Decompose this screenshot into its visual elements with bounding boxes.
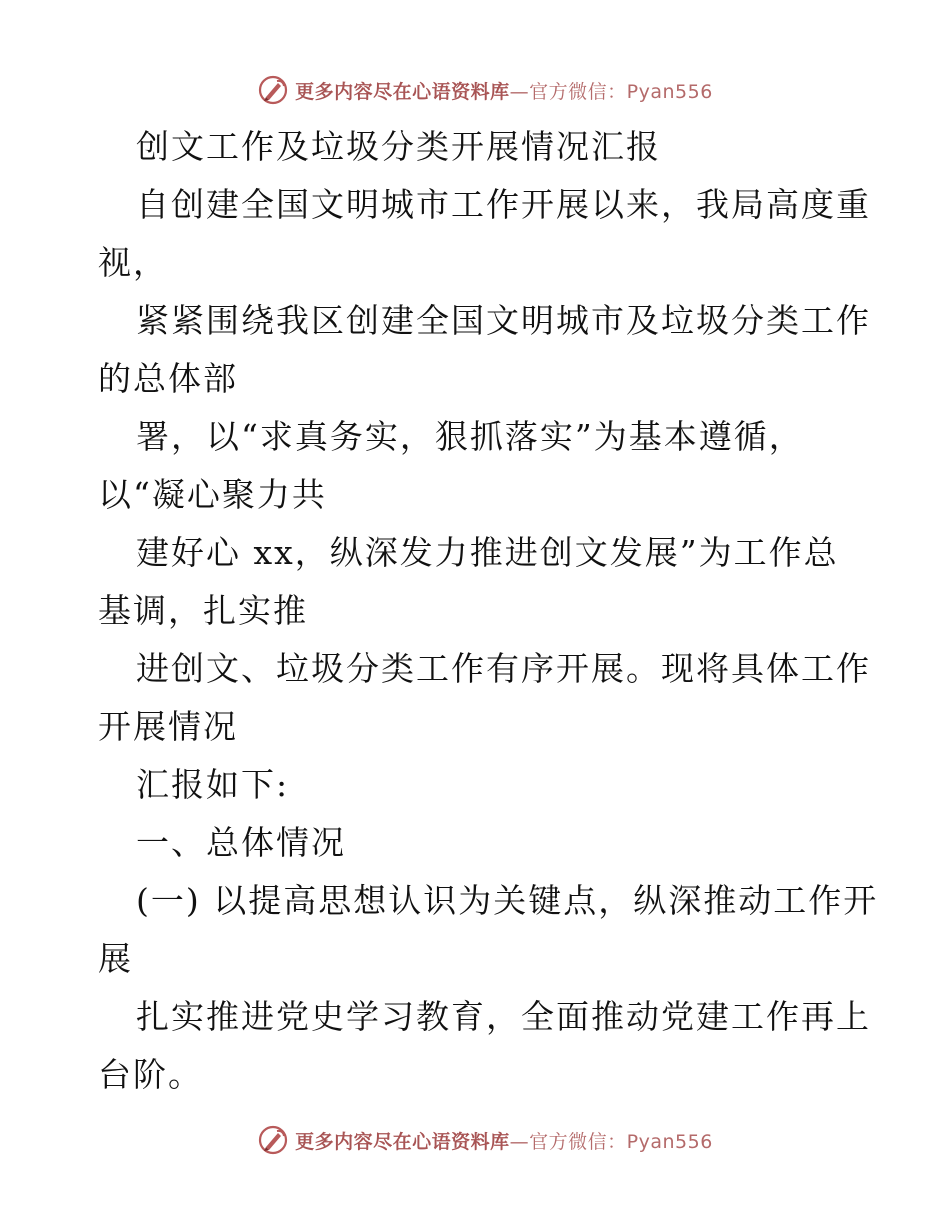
document-line: 扎实推进党史学习教育，全面推动党建工作再上 (136, 997, 871, 1036)
document-body (98, 118, 879, 1104)
document-line: 汇报如下: (136, 765, 290, 804)
document-line: 建好心 xx，纵深发力推进创文发展”为工作总 (136, 533, 839, 572)
document-line: (一) 以提高思想认识为关键点，纵深推动工作开 (136, 881, 879, 920)
watermark-separator: — (509, 80, 530, 103)
document-line: 以“凝心聚力共 (98, 475, 327, 514)
footer-watermark (257, 1124, 713, 1156)
pen-logo-icon (257, 1124, 289, 1156)
watermark-wechat-text: 官方微信：Pyan556 (529, 1130, 713, 1153)
document-line: 紧紧围绕我区创建全国文明城市及垃圾分类工作 (136, 301, 871, 340)
document-line: 的总体部 (98, 359, 238, 398)
document-line: 创文工作及垃圾分类开展情况汇报 (136, 127, 661, 166)
document-line: 台阶。 (98, 1055, 203, 1094)
document-line: 开展情况 (98, 707, 238, 746)
document-line: 进创文、垃圾分类工作有序开展。现将具体工作 (136, 649, 871, 688)
watermark-main-text: 更多内容尽在心语资料库 (295, 80, 510, 103)
footer-watermark-banner (0, 1120, 950, 1160)
document-line: 展 (98, 939, 133, 978)
document-line: 基调，扎实推 (98, 591, 308, 630)
header-watermark-banner (0, 70, 950, 110)
document-line: 署，以“求真务实，狠抓落实”为基本遵循， (136, 417, 804, 456)
document-line: 一、总体情况 (136, 823, 346, 862)
header-watermark (257, 74, 713, 106)
document-line: 自创建全国文明城市工作开展以来，我局高度重 (136, 185, 871, 224)
watermark-main-text: 更多内容尽在心语资料库 (295, 1130, 510, 1153)
pen-logo-icon (257, 74, 289, 106)
watermark-separator: — (509, 1130, 530, 1153)
watermark-wechat-text: 官方微信：Pyan556 (529, 80, 713, 103)
document-line: 视， (98, 243, 168, 282)
